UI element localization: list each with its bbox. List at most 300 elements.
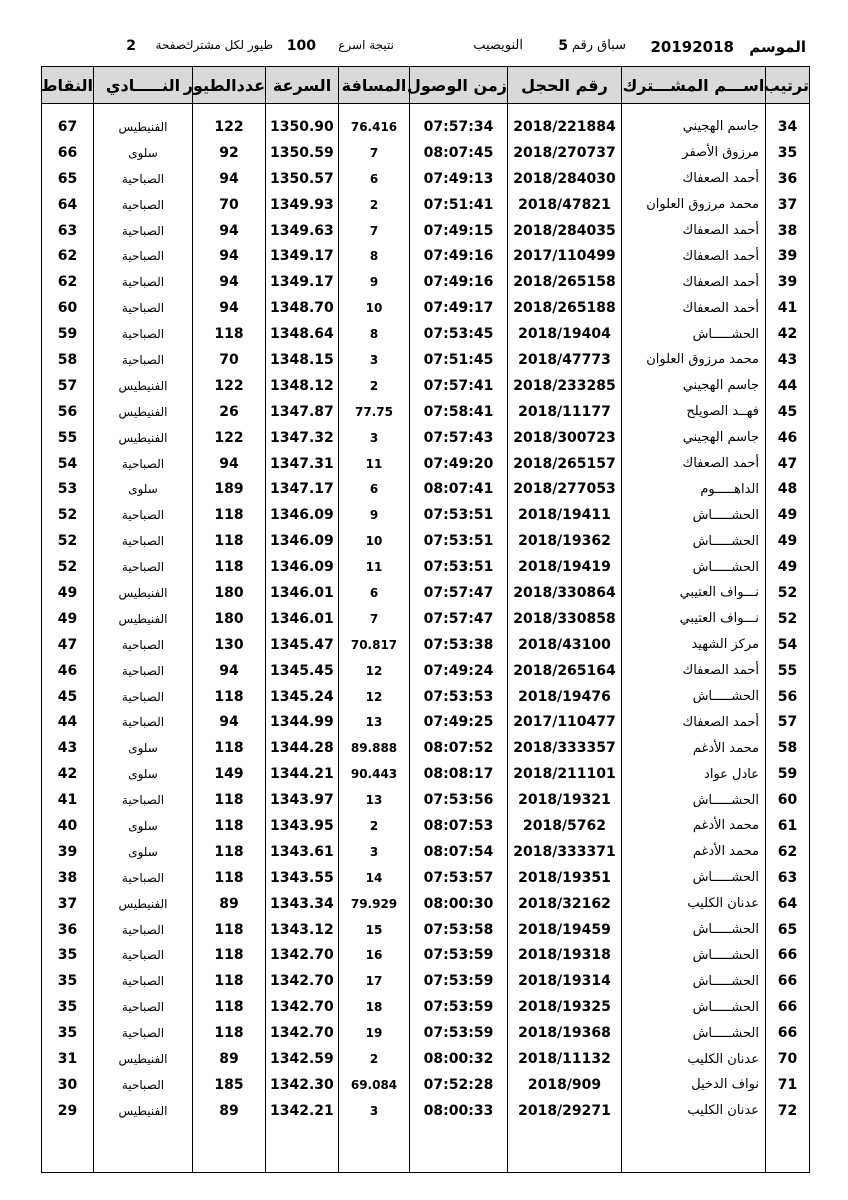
cell-rank: 65: [766, 917, 810, 943]
cell-speed: 1344.21: [266, 761, 339, 787]
cell-count: 26: [193, 399, 266, 425]
cell-time: 07:49:16: [410, 243, 508, 269]
cell-count: 70: [193, 192, 266, 218]
cell-club: سلوى: [94, 839, 193, 865]
cell-name: فهــد الصويلح: [622, 399, 766, 425]
cell-ring: 2018/19404: [508, 321, 622, 347]
cell-club: الصباحية: [94, 218, 193, 244]
table-row: [42, 813, 810, 839]
table-row: [42, 399, 810, 425]
cell-rank: 61: [766, 813, 810, 839]
cell-rank: 72: [766, 1098, 810, 1124]
cell-time: 08:07:45: [410, 140, 508, 166]
cell-distance: 89.888: [339, 735, 410, 761]
cell-time: 07:53:53: [410, 684, 508, 710]
cell-count: 118: [193, 787, 266, 813]
cell-time: 08:07:52: [410, 735, 508, 761]
cell-count: 185: [193, 1072, 266, 1098]
cell-distance: 69.084: [339, 1072, 410, 1098]
table-row: [42, 735, 810, 761]
cell-distance: 3: [339, 347, 410, 373]
col-header-ring: رقم الحجل: [508, 67, 622, 104]
table-row: [42, 632, 810, 658]
cell-club: الصباحية: [94, 994, 193, 1020]
cell-name: نـــواف العتيبي: [622, 606, 766, 632]
cell-points: 52: [42, 554, 94, 580]
cell-count: 118: [193, 994, 266, 1020]
cell-distance: 9: [339, 269, 410, 295]
table-row: [42, 192, 810, 218]
cell-points: 66: [42, 140, 94, 166]
cell-time: 07:52:28: [410, 1072, 508, 1098]
col-header-count: عددالطيور: [193, 67, 266, 104]
cell-count: 94: [193, 451, 266, 477]
cell-ring: 2018/32162: [508, 891, 622, 917]
table-row: [42, 761, 810, 787]
cell-club: الفنيطيس: [94, 1098, 193, 1124]
cell-points: 47: [42, 632, 94, 658]
cell-rank: 64: [766, 891, 810, 917]
cell-distance: 79.929: [339, 891, 410, 917]
cell-distance: 77.75: [339, 399, 410, 425]
table-row: [42, 606, 810, 632]
cell-speed: 1342.30: [266, 1072, 339, 1098]
cell-rank: 55: [766, 658, 810, 684]
cell-club: الصباحية: [94, 968, 193, 994]
cell-speed: 1343.97: [266, 787, 339, 813]
cell-count: 118: [193, 684, 266, 710]
cell-rank: 52: [766, 606, 810, 632]
cell-count: 94: [193, 295, 266, 321]
cell-time: 07:53:59: [410, 943, 508, 969]
cell-rank: 49: [766, 502, 810, 528]
cell-points: 55: [42, 425, 94, 451]
cell-name: محمد مرزوق العلوان: [622, 192, 766, 218]
cell-speed: 1346.09: [266, 554, 339, 580]
cell-name: أحمد الصعفاك: [622, 709, 766, 735]
cell-distance: 2: [339, 373, 410, 399]
cell-time: 07:53:57: [410, 865, 508, 891]
table-row: [42, 1046, 810, 1072]
cell-rank: 52: [766, 580, 810, 606]
empty-row: [42, 1124, 810, 1173]
cell-distance: 13: [339, 709, 410, 735]
cell-count: 180: [193, 606, 266, 632]
cell-ring: 2018/221884: [508, 114, 622, 140]
cell-speed: 1342.21: [266, 1098, 339, 1124]
cell-speed: 1344.28: [266, 735, 339, 761]
table-row: [42, 917, 810, 943]
cell-distance: 13: [339, 787, 410, 813]
cell-club: الصباحية: [94, 451, 193, 477]
cell-time: 08:00:30: [410, 891, 508, 917]
cell-name: الحشـــــاش: [622, 321, 766, 347]
cell-name: محمد مرزوق العلوان: [622, 347, 766, 373]
cell-points: 44: [42, 709, 94, 735]
cell-time: 07:49:20: [410, 451, 508, 477]
cell-club: الصباحية: [94, 192, 193, 218]
cell-rank: 43: [766, 347, 810, 373]
cell-ring: 2018/19318: [508, 943, 622, 969]
cell-ring: 2018/211101: [508, 761, 622, 787]
cell-distance: 8: [339, 321, 410, 347]
cell-speed: 1343.55: [266, 865, 339, 891]
results-table: [41, 66, 810, 1173]
cell-name: مركز الشهيد: [622, 632, 766, 658]
season-label: الموسم: [749, 38, 806, 56]
cell-points: 60: [42, 295, 94, 321]
table-row: [42, 1020, 810, 1046]
table-row: [42, 839, 810, 865]
cell-speed: 1346.09: [266, 502, 339, 528]
table-row: [42, 865, 810, 891]
cell-name: الحشـــــاش: [622, 554, 766, 580]
cell-points: 31: [42, 1046, 94, 1072]
cell-club: الصباحية: [94, 502, 193, 528]
cell-name: عدنان الكليب: [622, 1046, 766, 1072]
cell-name: أحمد الصعفاك: [622, 166, 766, 192]
cell-rank: 45: [766, 399, 810, 425]
cell-distance: 14: [339, 865, 410, 891]
cell-distance: 90.443: [339, 761, 410, 787]
cell-time: 08:08:17: [410, 761, 508, 787]
cell-ring: 2018/5762: [508, 813, 622, 839]
cell-points: 56: [42, 399, 94, 425]
cell-ring: 2017/110499: [508, 243, 622, 269]
cell-club: الصباحية: [94, 321, 193, 347]
cell-points: 37: [42, 891, 94, 917]
cell-name: نواف الدخيل: [622, 1072, 766, 1098]
cell-time: 07:57:43: [410, 425, 508, 451]
cell-distance: 8: [339, 243, 410, 269]
cell-ring: 2018/43100: [508, 632, 622, 658]
cell-points: 54: [42, 451, 94, 477]
cell-club: الفنيطيس: [94, 580, 193, 606]
cell-count: 118: [193, 968, 266, 994]
cell-points: 46: [42, 658, 94, 684]
cell-distance: 7: [339, 140, 410, 166]
cell-count: 118: [193, 554, 266, 580]
cell-club: الصباحية: [94, 658, 193, 684]
table-row: [42, 502, 810, 528]
cell-distance: 11: [339, 451, 410, 477]
cell-ring: 2018/330864: [508, 580, 622, 606]
cell-club: الصباحية: [94, 943, 193, 969]
cell-count: 118: [193, 321, 266, 347]
cell-club: الصباحية: [94, 166, 193, 192]
cell-time: 07:49:15: [410, 218, 508, 244]
table-row: [42, 218, 810, 244]
cell-points: 63: [42, 218, 94, 244]
table-row: [42, 295, 810, 321]
cell-speed: 1346.01: [266, 606, 339, 632]
cell-distance: 19: [339, 1020, 410, 1046]
cell-count: 89: [193, 1046, 266, 1072]
cell-club: الصباحية: [94, 554, 193, 580]
cell-name: عدنان الكليب: [622, 1098, 766, 1124]
cell-club: الفنيطيس: [94, 399, 193, 425]
cell-time: 08:07:54: [410, 839, 508, 865]
table-row: [42, 140, 810, 166]
table-row: [42, 476, 810, 502]
cell-club: الصباحية: [94, 528, 193, 554]
table-row: [42, 943, 810, 969]
cell-speed: 1347.32: [266, 425, 339, 451]
table-row: [42, 684, 810, 710]
cell-club: الصباحية: [94, 684, 193, 710]
table-row: [42, 114, 810, 140]
cell-club: الصباحية: [94, 295, 193, 321]
cell-points: 67: [42, 114, 94, 140]
cell-points: 39: [42, 839, 94, 865]
cell-speed: 1348.64: [266, 321, 339, 347]
cell-rank: 41: [766, 295, 810, 321]
table-row: [42, 166, 810, 192]
cell-speed: 1349.63: [266, 218, 339, 244]
cell-time: 07:53:59: [410, 1020, 508, 1046]
cell-count: 70: [193, 347, 266, 373]
cell-rank: 39: [766, 269, 810, 295]
cell-time: 07:53:56: [410, 787, 508, 813]
cell-distance: 2: [339, 192, 410, 218]
cell-points: 62: [42, 243, 94, 269]
cell-speed: 1342.70: [266, 943, 339, 969]
cell-ring: 2018/300723: [508, 425, 622, 451]
cell-club: الفنيطيس: [94, 1046, 193, 1072]
cell-name: أحمد الصعفاك: [622, 269, 766, 295]
cell-time: 07:49:13: [410, 166, 508, 192]
cell-count: 94: [193, 243, 266, 269]
page-label: صفحة: [155, 38, 186, 52]
cell-points: 58: [42, 347, 94, 373]
cell-count: 94: [193, 269, 266, 295]
cell-name: الحشـــــاش: [622, 684, 766, 710]
cell-speed: 1343.61: [266, 839, 339, 865]
cell-time: 07:53:51: [410, 502, 508, 528]
cell-name: الحشـــــاش: [622, 787, 766, 813]
cell-points: 49: [42, 606, 94, 632]
cell-rank: 49: [766, 554, 810, 580]
cell-speed: 1347.87: [266, 399, 339, 425]
cell-speed: 1342.70: [266, 994, 339, 1020]
cell-club: الصباحية: [94, 269, 193, 295]
cell-count: 94: [193, 709, 266, 735]
cell-points: 45: [42, 684, 94, 710]
cell-rank: 71: [766, 1072, 810, 1098]
birds-label: طيور لكل مشترك: [183, 38, 273, 52]
cell-count: 122: [193, 425, 266, 451]
cell-count: 122: [193, 114, 266, 140]
table-row: [42, 451, 810, 477]
cell-distance: 17: [339, 968, 410, 994]
cell-club: الصباحية: [94, 917, 193, 943]
cell-name: أحمد الصعفاك: [622, 658, 766, 684]
cell-club: الصباحية: [94, 1020, 193, 1046]
cell-count: 118: [193, 735, 266, 761]
cell-name: نـــواف العتيبي: [622, 580, 766, 606]
cell-club: الصباحية: [94, 243, 193, 269]
cell-points: 52: [42, 528, 94, 554]
cell-time: 08:07:53: [410, 813, 508, 839]
cell-club: سلوى: [94, 761, 193, 787]
cell-ring: 2018/333371: [508, 839, 622, 865]
cell-distance: 18: [339, 994, 410, 1020]
cell-speed: 1350.59: [266, 140, 339, 166]
table-row: [42, 269, 810, 295]
cell-distance: 7: [339, 606, 410, 632]
cell-count: 94: [193, 218, 266, 244]
table-row: [42, 787, 810, 813]
cell-count: 189: [193, 476, 266, 502]
cell-rank: 39: [766, 243, 810, 269]
cell-points: 36: [42, 917, 94, 943]
cell-time: 07:51:45: [410, 347, 508, 373]
cell-club: الفنيطيس: [94, 425, 193, 451]
col-header-speed: السرعة: [266, 67, 339, 104]
cell-count: 122: [193, 373, 266, 399]
cell-rank: 37: [766, 192, 810, 218]
cell-speed: 1350.90: [266, 114, 339, 140]
cell-distance: 6: [339, 166, 410, 192]
cell-points: 43: [42, 735, 94, 761]
cell-count: 92: [193, 140, 266, 166]
cell-name: عادل عواد: [622, 761, 766, 787]
cell-points: 64: [42, 192, 94, 218]
cell-count: 118: [193, 528, 266, 554]
col-header-points: النقاط: [42, 67, 94, 104]
cell-time: 07:57:34: [410, 114, 508, 140]
cell-name: محمد الأدغم: [622, 839, 766, 865]
cell-ring: 2018/47773: [508, 347, 622, 373]
cell-club: سلوى: [94, 813, 193, 839]
cell-rank: 46: [766, 425, 810, 451]
cell-ring: 2018/284030: [508, 166, 622, 192]
cell-count: 94: [193, 166, 266, 192]
report-header: [58, 38, 806, 64]
cell-rank: 62: [766, 839, 810, 865]
cell-club: الفنيطيس: [94, 373, 193, 399]
cell-club: الفنيطيس: [94, 606, 193, 632]
cell-name: الحشـــــاش: [622, 865, 766, 891]
cell-points: 62: [42, 269, 94, 295]
cell-speed: 1345.47: [266, 632, 339, 658]
cell-time: 07:49:24: [410, 658, 508, 684]
cell-distance: 11: [339, 554, 410, 580]
col-header-rank: ترتيب: [766, 67, 810, 104]
cell-ring: 2018/47821: [508, 192, 622, 218]
cell-rank: 36: [766, 166, 810, 192]
cell-time: 07:53:51: [410, 528, 508, 554]
cell-speed: 1342.70: [266, 1020, 339, 1046]
cell-count: 89: [193, 891, 266, 917]
cell-count: 180: [193, 580, 266, 606]
cell-ring: 2018/19325: [508, 994, 622, 1020]
result-label: نتيجة اسرع: [338, 38, 394, 52]
cell-speed: 1349.17: [266, 269, 339, 295]
cell-ring: 2018/19459: [508, 917, 622, 943]
cell-points: 35: [42, 1020, 94, 1046]
cell-club: الفنيطيس: [94, 114, 193, 140]
cell-club: الصباحية: [94, 865, 193, 891]
cell-speed: 1349.17: [266, 243, 339, 269]
cell-count: 118: [193, 1020, 266, 1046]
cell-speed: 1344.99: [266, 709, 339, 735]
cell-points: 42: [42, 761, 94, 787]
cell-speed: 1349.93: [266, 192, 339, 218]
cell-distance: 3: [339, 839, 410, 865]
cell-rank: 66: [766, 1020, 810, 1046]
cell-name: الحشـــــاش: [622, 994, 766, 1020]
cell-points: 57: [42, 373, 94, 399]
cell-points: 38: [42, 865, 94, 891]
cell-time: 08:00:32: [410, 1046, 508, 1072]
cell-count: 118: [193, 865, 266, 891]
cell-count: 130: [193, 632, 266, 658]
cell-distance: 6: [339, 476, 410, 502]
cell-distance: 12: [339, 684, 410, 710]
cell-club: الصباحية: [94, 347, 193, 373]
cell-speed: 1346.09: [266, 528, 339, 554]
cell-time: 08:00:33: [410, 1098, 508, 1124]
cell-time: 07:53:51: [410, 554, 508, 580]
table-row: [42, 968, 810, 994]
table-row: [42, 994, 810, 1020]
cell-time: 07:53:45: [410, 321, 508, 347]
cell-speed: 1350.57: [266, 166, 339, 192]
col-header-time: زمن الوصول: [410, 67, 508, 104]
table-row: [42, 709, 810, 735]
birds-count: 100: [286, 38, 316, 54]
cell-time: 07:53:59: [410, 968, 508, 994]
cell-time: 07:53:38: [410, 632, 508, 658]
cell-points: 35: [42, 994, 94, 1020]
cell-count: 118: [193, 813, 266, 839]
table-row: [42, 580, 810, 606]
cell-rank: 59: [766, 761, 810, 787]
cell-count: 118: [193, 502, 266, 528]
cell-ring: 2018/233285: [508, 373, 622, 399]
cell-time: 07:57:47: [410, 606, 508, 632]
cell-name: أحمد الصعفاك: [622, 295, 766, 321]
cell-points: 59: [42, 321, 94, 347]
table-row: [42, 243, 810, 269]
cell-time: 07:57:41: [410, 373, 508, 399]
table-header-row: [42, 67, 810, 104]
table-row: [42, 891, 810, 917]
cell-time: 07:51:41: [410, 192, 508, 218]
cell-ring: 2018/29271: [508, 1098, 622, 1124]
cell-points: 52: [42, 502, 94, 528]
cell-name: الداهـــــوم: [622, 476, 766, 502]
cell-points: 35: [42, 943, 94, 969]
cell-ring: 2018/265157: [508, 451, 622, 477]
cell-club: الصباحية: [94, 709, 193, 735]
table-body: [42, 104, 810, 1173]
cell-ring: 2018/909: [508, 1072, 622, 1098]
cell-speed: 1347.17: [266, 476, 339, 502]
cell-ring: 2018/284035: [508, 218, 622, 244]
cell-ring: 2018/11177: [508, 399, 622, 425]
cell-rank: 63: [766, 865, 810, 891]
cell-speed: 1346.01: [266, 580, 339, 606]
cell-rank: 38: [766, 218, 810, 244]
col-header-club: النـــــادي: [94, 67, 193, 104]
cell-time: 07:58:41: [410, 399, 508, 425]
cell-speed: 1342.59: [266, 1046, 339, 1072]
cell-name: جاسم الهجيني: [622, 373, 766, 399]
cell-distance: 2: [339, 813, 410, 839]
table-row: [42, 554, 810, 580]
